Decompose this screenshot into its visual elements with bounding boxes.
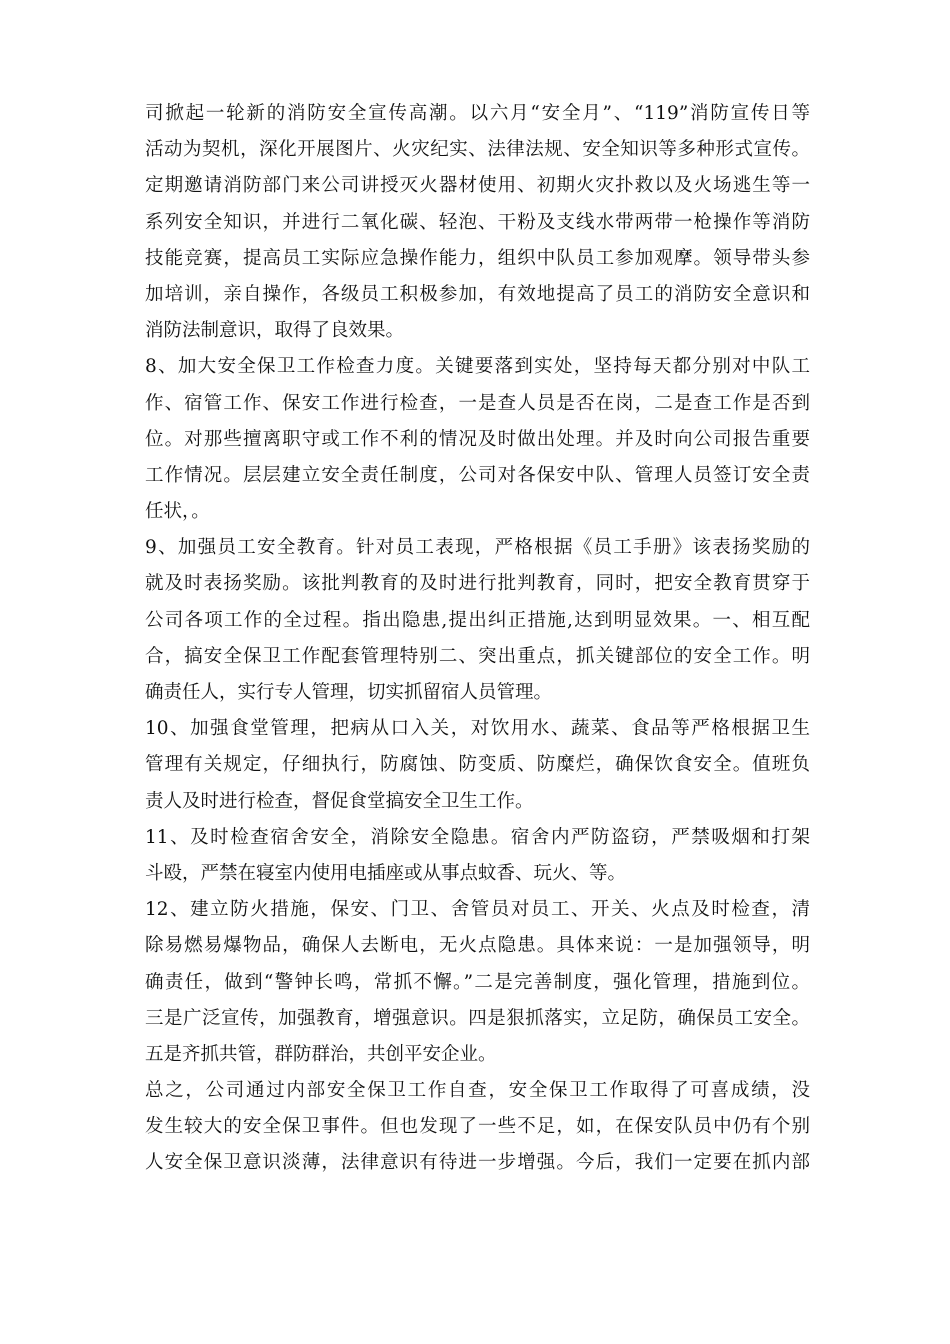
text-line: 工作情况。层层建立安全责任制度，公司对各保安中队、管理人员签订安全责 [145,464,810,486]
text-line: 任状，。 [145,501,210,523]
document-body [145,96,810,1182]
text-line: 合，搞安全保卫工作配套管理特别二、突出重点，抓关键部位的安全工作。明 [145,645,810,667]
text-line: 加培训，亲自操作，各级员工积极参加，有效地提高了员工的消防安全意识和 [145,283,810,305]
text-line: 12、建立防火措施，保安、门卫、舍管员对员工、开关、火点及时检查，清 [145,899,810,921]
text-line: 9、加强员工安全教育。针对员工表现，严格根据《员工手册》该表扬奖励的 [145,537,810,559]
text-line: 11、及时检查宿舍安全，消除安全隐患。宿舍内严防盗窃，严禁吸烟和打架 [145,826,810,848]
text-line: 除易燃易爆物品，确保人去断电，无火点隐患。具体来说：一是加强领导，明 [145,935,810,957]
text-line: 司掀起一轮新的消防安全宣传高潮。以六月“安全月”、“119”消防宣传日等 [145,103,810,124]
text-line: 定期邀请消防部门来公司讲授灭火器材使用、初期火灾扑救以及火场逃生等一 [145,175,810,197]
text-line: 确责任人，实行专人管理，切实抓留宿人员管理。 [145,682,553,703]
text-line: 责人及时进行检查，督促食堂搞安全卫生工作。 [145,790,534,812]
text-line: 活动为契机，深化开展图片、火灾纪实、法律法规、安全知识等多种形式宣传。 [145,139,810,161]
text-line: 发生较大的安全保卫事件。但也发现了一些不足，如，在保安队员中仍有个别 [145,1116,810,1138]
text-line: 就及时表扬奖励。该批判教育的及时进行批判教育，同时，把安全教育贯穿于 [145,573,810,595]
text-line: 确责任，做到“警钟长鸣，常抓不懈。”二是完善制度，强化管理，措施到位。 [145,971,810,993]
text-line: 五是齐抓共管，群防群治，共创平安企业。 [145,1043,497,1065]
text-line: 总之，公司通过内部安全保卫工作自查，安全保卫工作取得了可喜成绩，没 [145,1080,810,1102]
text-line: 技能竞赛，提高员工实际应急操作能力，组织中队员工参加观摩。领导带头参 [145,247,810,269]
text-line: 管理有关规定，仔细执行，防腐蚀、防变质、防糜烂，确保饮食安全。值班负 [145,754,810,776]
text-line: 作、宿管工作、保安工作进行检查，一是查人员是否在岗，二是查工作是否到 [145,392,810,414]
text-line: 公司各项工作的全过程。指出隐患,提出纠正措施,达到明显效果。一、相互配 [145,609,810,631]
text-line: 消防法制意识，取得了良效果。 [145,320,405,342]
text-line: 10、加强食堂管理，把病从口入关，对饮用水、蔬菜、食品等严格根据卫生 [145,718,810,740]
text-line: 位。对那些擅离职守或工作不利的情况及时做出处理。并及时向公司报告重要 [145,428,810,450]
text-line: 8、加大安全保卫工作检查力度。关键要落到实处，坚持每天都分别对中队工 [145,356,810,378]
text-line: 三是广泛宣传，加强教育，增强意识。四是狠抓落实，立足防，确保员工安全。 [145,1007,810,1029]
text-line: 人安全保卫意识淡薄，法律意识有待进一步增强。今后，我们一定要在抓内部 [145,1152,810,1174]
text-line: 系列安全知识，并进行二氧化碳、轻泡、干粉及支线水带两带一枪操作等消防 [145,211,810,233]
text-line: 斗殴，严禁在寝室内使用电插座或从事点蚊香、玩火、等。 [145,862,627,884]
